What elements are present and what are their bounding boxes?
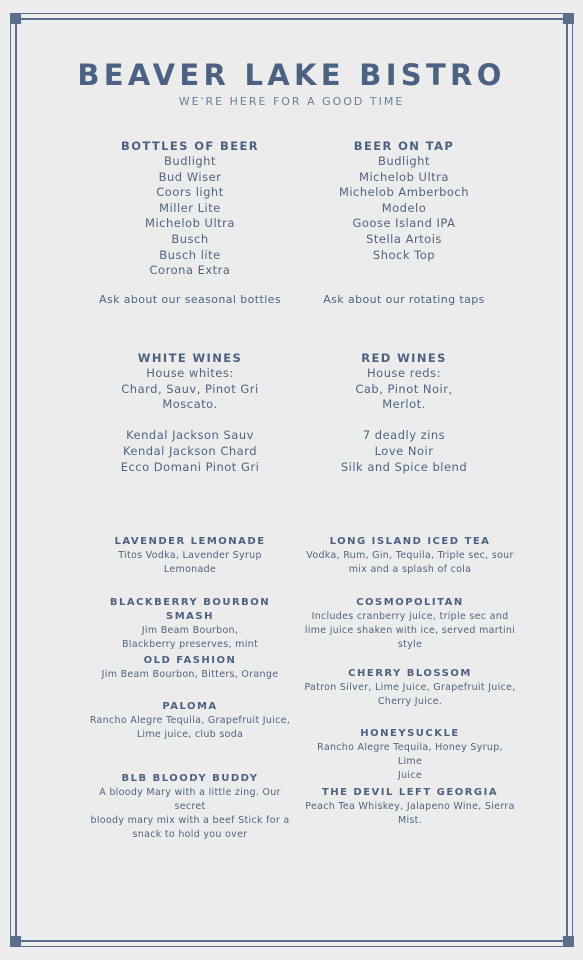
white-wines-section xyxy=(65,350,315,475)
list-item: Budlight xyxy=(164,154,216,168)
cocktail-name: BLB BLOODY BUDDY xyxy=(121,773,259,784)
cocktail-name: BLACKBERRY BOURBON SMASH xyxy=(109,597,271,622)
cocktail-description: style xyxy=(397,639,423,650)
section-heading: BEER ON TAP xyxy=(353,139,455,153)
list-spacer xyxy=(65,413,315,429)
list-item: Corona Extra xyxy=(149,263,231,278)
list-item: Kendal Jackson Sauv xyxy=(126,428,254,443)
list-item: Modelo xyxy=(381,200,427,215)
list-item: Ecco Domani Pinot Gri xyxy=(120,459,260,474)
cocktail-description: Jim Beam Bourbon, Bitters, Orange xyxy=(101,669,279,680)
bottles-of-beer-section xyxy=(65,138,315,279)
cocktail-description: Lime juice, club soda xyxy=(136,729,244,740)
cocktail-description: mix and a splash of cola xyxy=(348,564,472,575)
frame-corner-top-right xyxy=(563,13,574,24)
list-item: Shock Top xyxy=(372,247,436,262)
list-item: Love Noir xyxy=(374,443,434,458)
frame-corner-top-left xyxy=(10,13,21,24)
section-heading: BOTTLES OF BEER xyxy=(121,139,259,153)
cocktail-description: bloody mary mix with a beef Stick for a xyxy=(90,815,290,826)
beer-on-tap-section xyxy=(279,138,529,263)
list-item: Silk and Spice blend xyxy=(340,459,468,474)
cocktail-description: Mist. xyxy=(397,815,423,826)
list-item: Coors light xyxy=(156,185,224,200)
cocktail-description: A bloody Mary with a little zing. Our secret xyxy=(99,787,281,812)
section-heading: WHITE WINES xyxy=(137,351,243,365)
cocktail-name: COSMOPOLITAN xyxy=(356,597,464,608)
cocktail-description: Includes cranberry juice, triple sec and xyxy=(311,611,509,622)
list-item: Moscato. xyxy=(162,397,218,412)
cocktail-description: Vodka, Rum, Gin, Tequila, Triple sec, sour xyxy=(306,550,514,561)
cocktail-description: Patron Silver, Lime Juice, Grapefruit Juice, xyxy=(304,682,516,693)
frame-corner-bottom-left xyxy=(10,936,21,947)
list-item: Michelob Ultra xyxy=(145,216,235,231)
list-item: 7 deadly zins xyxy=(362,428,446,443)
cocktail-cherry-blossom xyxy=(304,667,516,709)
frame-corner-bottom-right xyxy=(563,936,574,947)
cocktail-name: HONEYSUCKLE xyxy=(360,728,460,739)
restaurant-title: BEAVER LAKE BISTRO xyxy=(77,58,506,92)
cocktail-description: Lemonade xyxy=(163,564,217,575)
section-heading: RED WINES xyxy=(361,351,447,365)
cocktail-description: Cherry Juice. xyxy=(377,696,443,707)
cocktail-description: snack to hold you over xyxy=(132,829,248,840)
list-item: Bud Wiser xyxy=(158,169,222,184)
cocktail-name: CHERRY BLOSSOM xyxy=(348,668,472,679)
cocktail-old-fashion xyxy=(84,654,296,682)
cocktail-name: LONG ISLAND ICED TEA xyxy=(329,536,491,547)
list-item: Busch lite xyxy=(159,247,221,262)
cocktail-description: Blackberry preserves, mint xyxy=(121,639,259,650)
list-item: House reds: xyxy=(367,366,441,380)
cocktail-description: Rancho Alegre Tequila, Honey Syrup, Lime xyxy=(317,742,503,767)
list-item: Cab, Pinot Noir, xyxy=(355,381,453,396)
cocktail-blb-bloody-buddy xyxy=(84,772,296,842)
list-item: Michelob Ultra xyxy=(359,169,449,184)
list-item: Budlight xyxy=(378,154,430,168)
cocktail-name: OLD FASHION xyxy=(143,655,237,666)
list-item: Michelob Amberboch xyxy=(338,185,470,200)
cocktail-honeysuckle xyxy=(304,727,516,783)
list-item: Chard, Sauv, Pinot Gri xyxy=(121,381,259,396)
cocktail-description: Rancho Alegre Tequila, Grapefruit Juice, xyxy=(89,715,291,726)
list-spacer xyxy=(279,413,529,429)
cocktail-name: THE DEVIL LEFT GEORGIA xyxy=(321,787,499,798)
red-wines-section xyxy=(279,350,529,475)
cocktail-description: Peach Tea Whiskey, Jalapeno Wine, Sierra xyxy=(305,801,515,812)
seasonal-bottles-note: Ask about our seasonal bottles xyxy=(99,293,281,306)
cocktail-long-island-iced-tea xyxy=(304,535,516,577)
restaurant-tagline: WE'RE HERE FOR A GOOD TIME xyxy=(178,95,405,108)
list-item: Goose Island IPA xyxy=(352,216,456,231)
list-item: Stella Artois xyxy=(366,231,442,246)
cocktail-name: LAVENDER LEMONADE xyxy=(114,536,266,547)
list-item: Merlot. xyxy=(382,397,426,412)
cocktail-the-devil-left-georgia xyxy=(304,786,516,828)
cocktail-description: Titos Vodka, Lavender Syrup xyxy=(118,550,262,561)
cocktail-cosmopolitan xyxy=(304,596,516,652)
cocktail-description: Juice xyxy=(397,770,423,781)
cocktail-paloma xyxy=(84,700,296,742)
list-item: Busch xyxy=(171,231,209,246)
list-item: House whites: xyxy=(146,366,234,380)
cocktail-lavender-lemonade xyxy=(84,535,296,577)
rotating-taps-note: Ask about our rotating taps xyxy=(323,293,485,306)
list-item: Miller Lite xyxy=(159,200,221,215)
cocktail-blackberry-bourbon-smash xyxy=(84,596,296,652)
cocktail-description: lime juice shaken with ice, served martini xyxy=(304,625,516,636)
cocktail-name: PALOMA xyxy=(162,701,218,712)
list-item: Kendal Jackson Chard xyxy=(122,443,258,458)
cocktail-description: Jim Beam Bourbon, xyxy=(141,625,239,636)
